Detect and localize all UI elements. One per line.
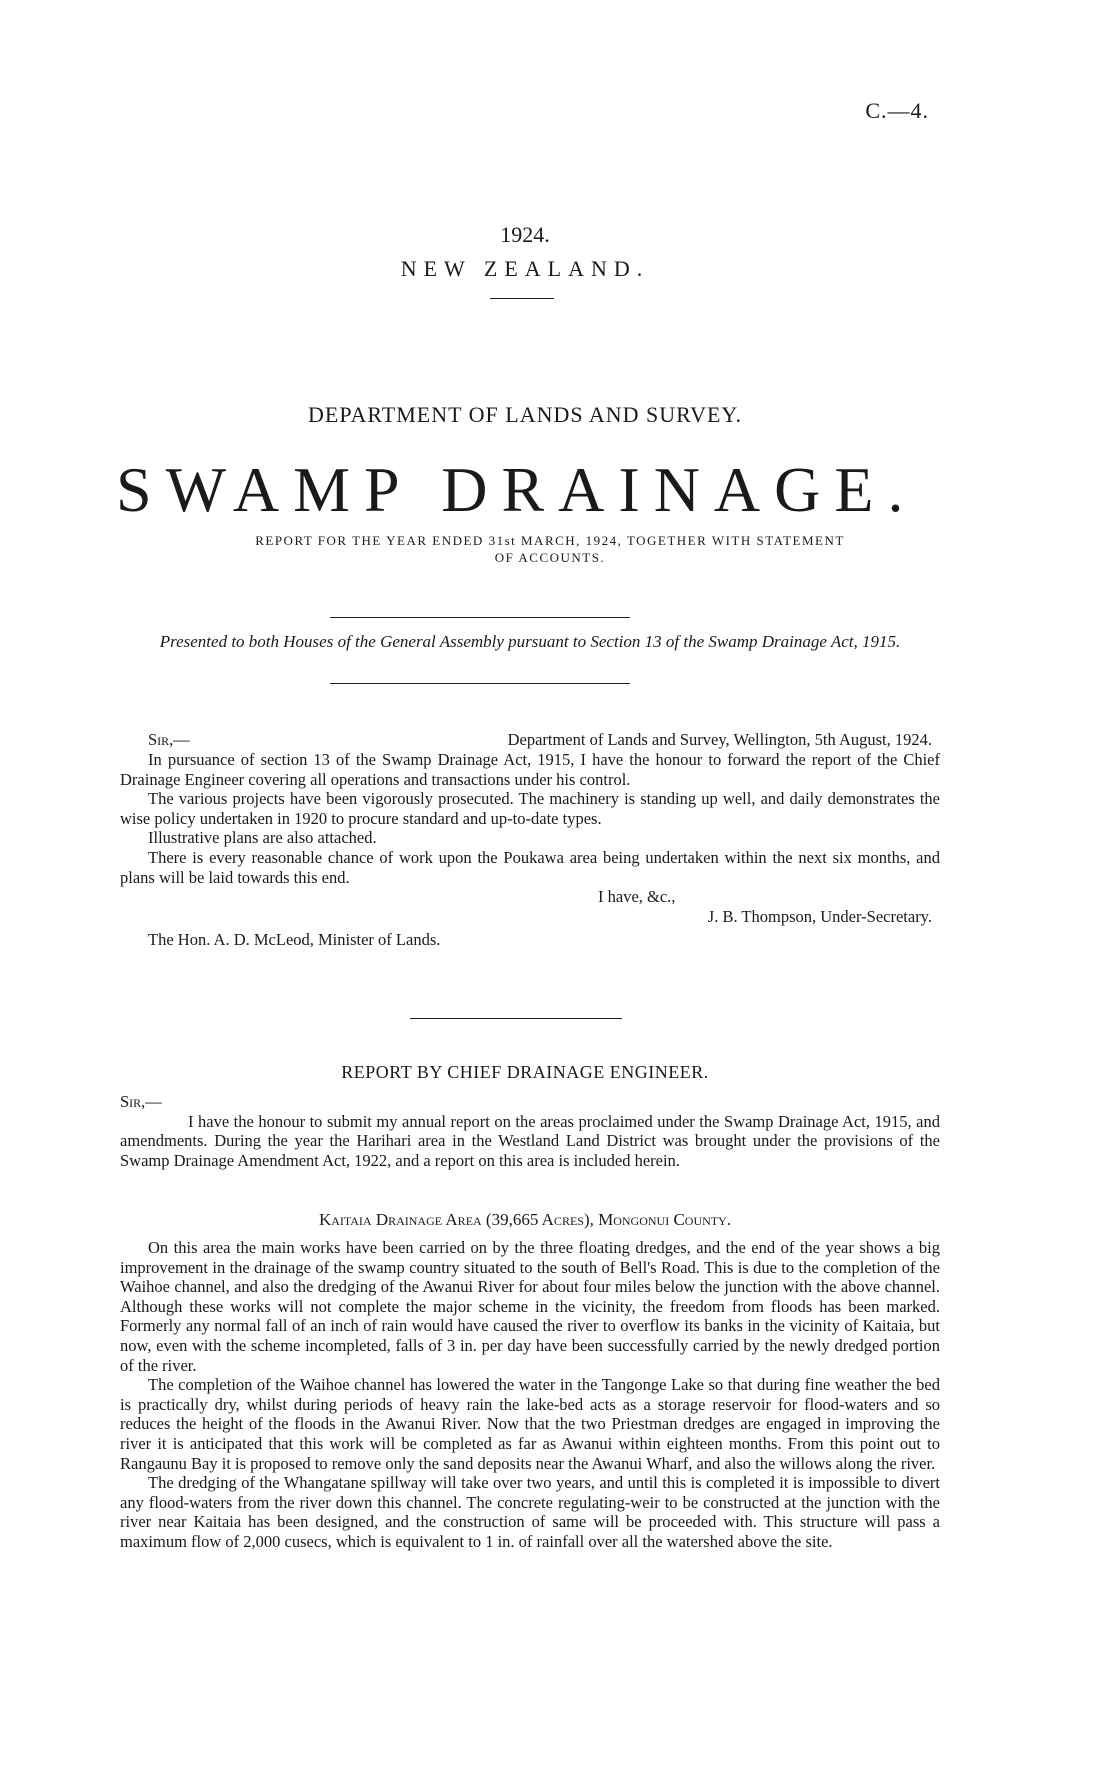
divider	[410, 1018, 622, 1019]
subtitle-line-1: REPORT FOR THE YEAR ENDED 31st MARCH, 1924, TOGETHER WITH STATEMENT	[255, 533, 845, 548]
section-paragraph: The completion of the Waihoe channel has lowered the water in the Tangonge Lake so that during fine weather the bed is practically dry, whilst during periods of heavy rain the lake-bed acts as a storage reservoir for flood-waters and so reduces the height of the floods in the Awanui River. Now that the two Priestman dredges are engaged in improving the river it is anticipated that this work will be completed as far as Awanui within eighteen months. From this point out to Rangaunu Bay it is proposed to remove only the sand deposits near the Awanui Wharf, and also the willows along the river.	[120, 1375, 940, 1473]
section-paragraph: The dredging of the Whangatane spillway will take over two years, and until this is completed it is impossible to divert any flood-waters from the river down this channel. The concrete regulating-weir to be constructed at the junction with the river near Kaitaia has been designed, and the construction of same will be proceeded with. This structure will pass a maximum flow of 2,000 cusecs, which is equivalent to 1 in. of rainfall over all the watershed above the site.	[120, 1473, 940, 1551]
country: NEW ZEALAND.	[400, 256, 650, 281]
report-heading: REPORT BY CHIEF DRAINAGE ENGINEER.	[341, 1062, 709, 1082]
report-paragraph: I have the honour to submit my annual report on the areas proclaimed under the Swamp Drainage Act, 1915, and amendments. During the year the Harihari area in the Westland Land District was brought under the provisions of the Swamp Drainage Amendment Act, 1922, and a report on this area is included herein.	[120, 1111, 940, 1170]
department-heading: DEPARTMENT OF LANDS AND SURVEY.	[308, 402, 742, 427]
divider	[330, 683, 630, 684]
letter-paragraph: Illustrative plans are also attached.	[148, 828, 377, 848]
letter-signature: J. B. Thompson, Under-Secretary.	[707, 906, 932, 926]
divider	[330, 617, 630, 618]
letter-salutation: Sir,—	[148, 730, 190, 749]
report-salutation: Sir,—	[120, 1092, 162, 1111]
letter-paragraph: In pursuance of section 13 of the Swamp Drainage Act, 1915, I have the honour to forward the report of the Chief Drainage Engineer covering all operations and transactions under his control.	[120, 750, 940, 789]
main-title: SWAMP DRAINAGE.	[116, 454, 918, 525]
letter-closing: I have, &c.,	[598, 887, 676, 907]
divider	[490, 298, 554, 299]
letter-paragraph: There is every reasonable chance of work upon the Poukawa area being undertaken within the next six months, and plans will be laid towards this end.	[120, 847, 940, 887]
report-reference: C.—4.	[865, 98, 929, 123]
letter-addressee: The Hon. A. D. McLeod, Minister of Lands.	[148, 930, 441, 950]
letter	[120, 730, 940, 950]
letter-paragraph: The various projects have been vigorously prosecuted. The machinery is standing up well, and daily demonstrates the wise policy undertaken in 1920 to procure standard and up-to-date types.	[120, 789, 940, 828]
section-paragraph: On this area the main works have been carried on by the three floating dredges, and the end of the year shows a big improvement in the drainage of the swamp country situated to the south of Bell's Road. This is due to the completion of the Waihoe channel, and also the dredging of the Awanui River for about four miles below the junction with the above channel. Although these works will not complete the major scheme in the vicinity, the freedom from floods has been marked. Formerly any normal fall of an inch of rain would have caused the river to overflow its banks in the vicinity of Kaitaia, but now, even with the scheme incompleted, falls of 3 in. per day have been successfully carried by the newly dredged portion of the river.	[120, 1238, 940, 1375]
year: 1924.	[500, 222, 550, 247]
letter-dateline: Department of Lands and Survey, Wellington, 5th August, 1924.	[507, 730, 932, 749]
subtitle-line-2: OF ACCOUNTS.	[494, 550, 606, 565]
presented-note: Presented to both Houses of the General Assembly pursuant to Section 13 of the Swamp Drainage Act, 1915.	[159, 632, 901, 651]
section-body	[120, 1238, 940, 1552]
subtitle	[160, 532, 940, 566]
report-body	[120, 1092, 940, 1170]
section-heading: Kaitaia Drainage Area (39,665 Acres), Mongonui County.	[318, 1210, 732, 1229]
